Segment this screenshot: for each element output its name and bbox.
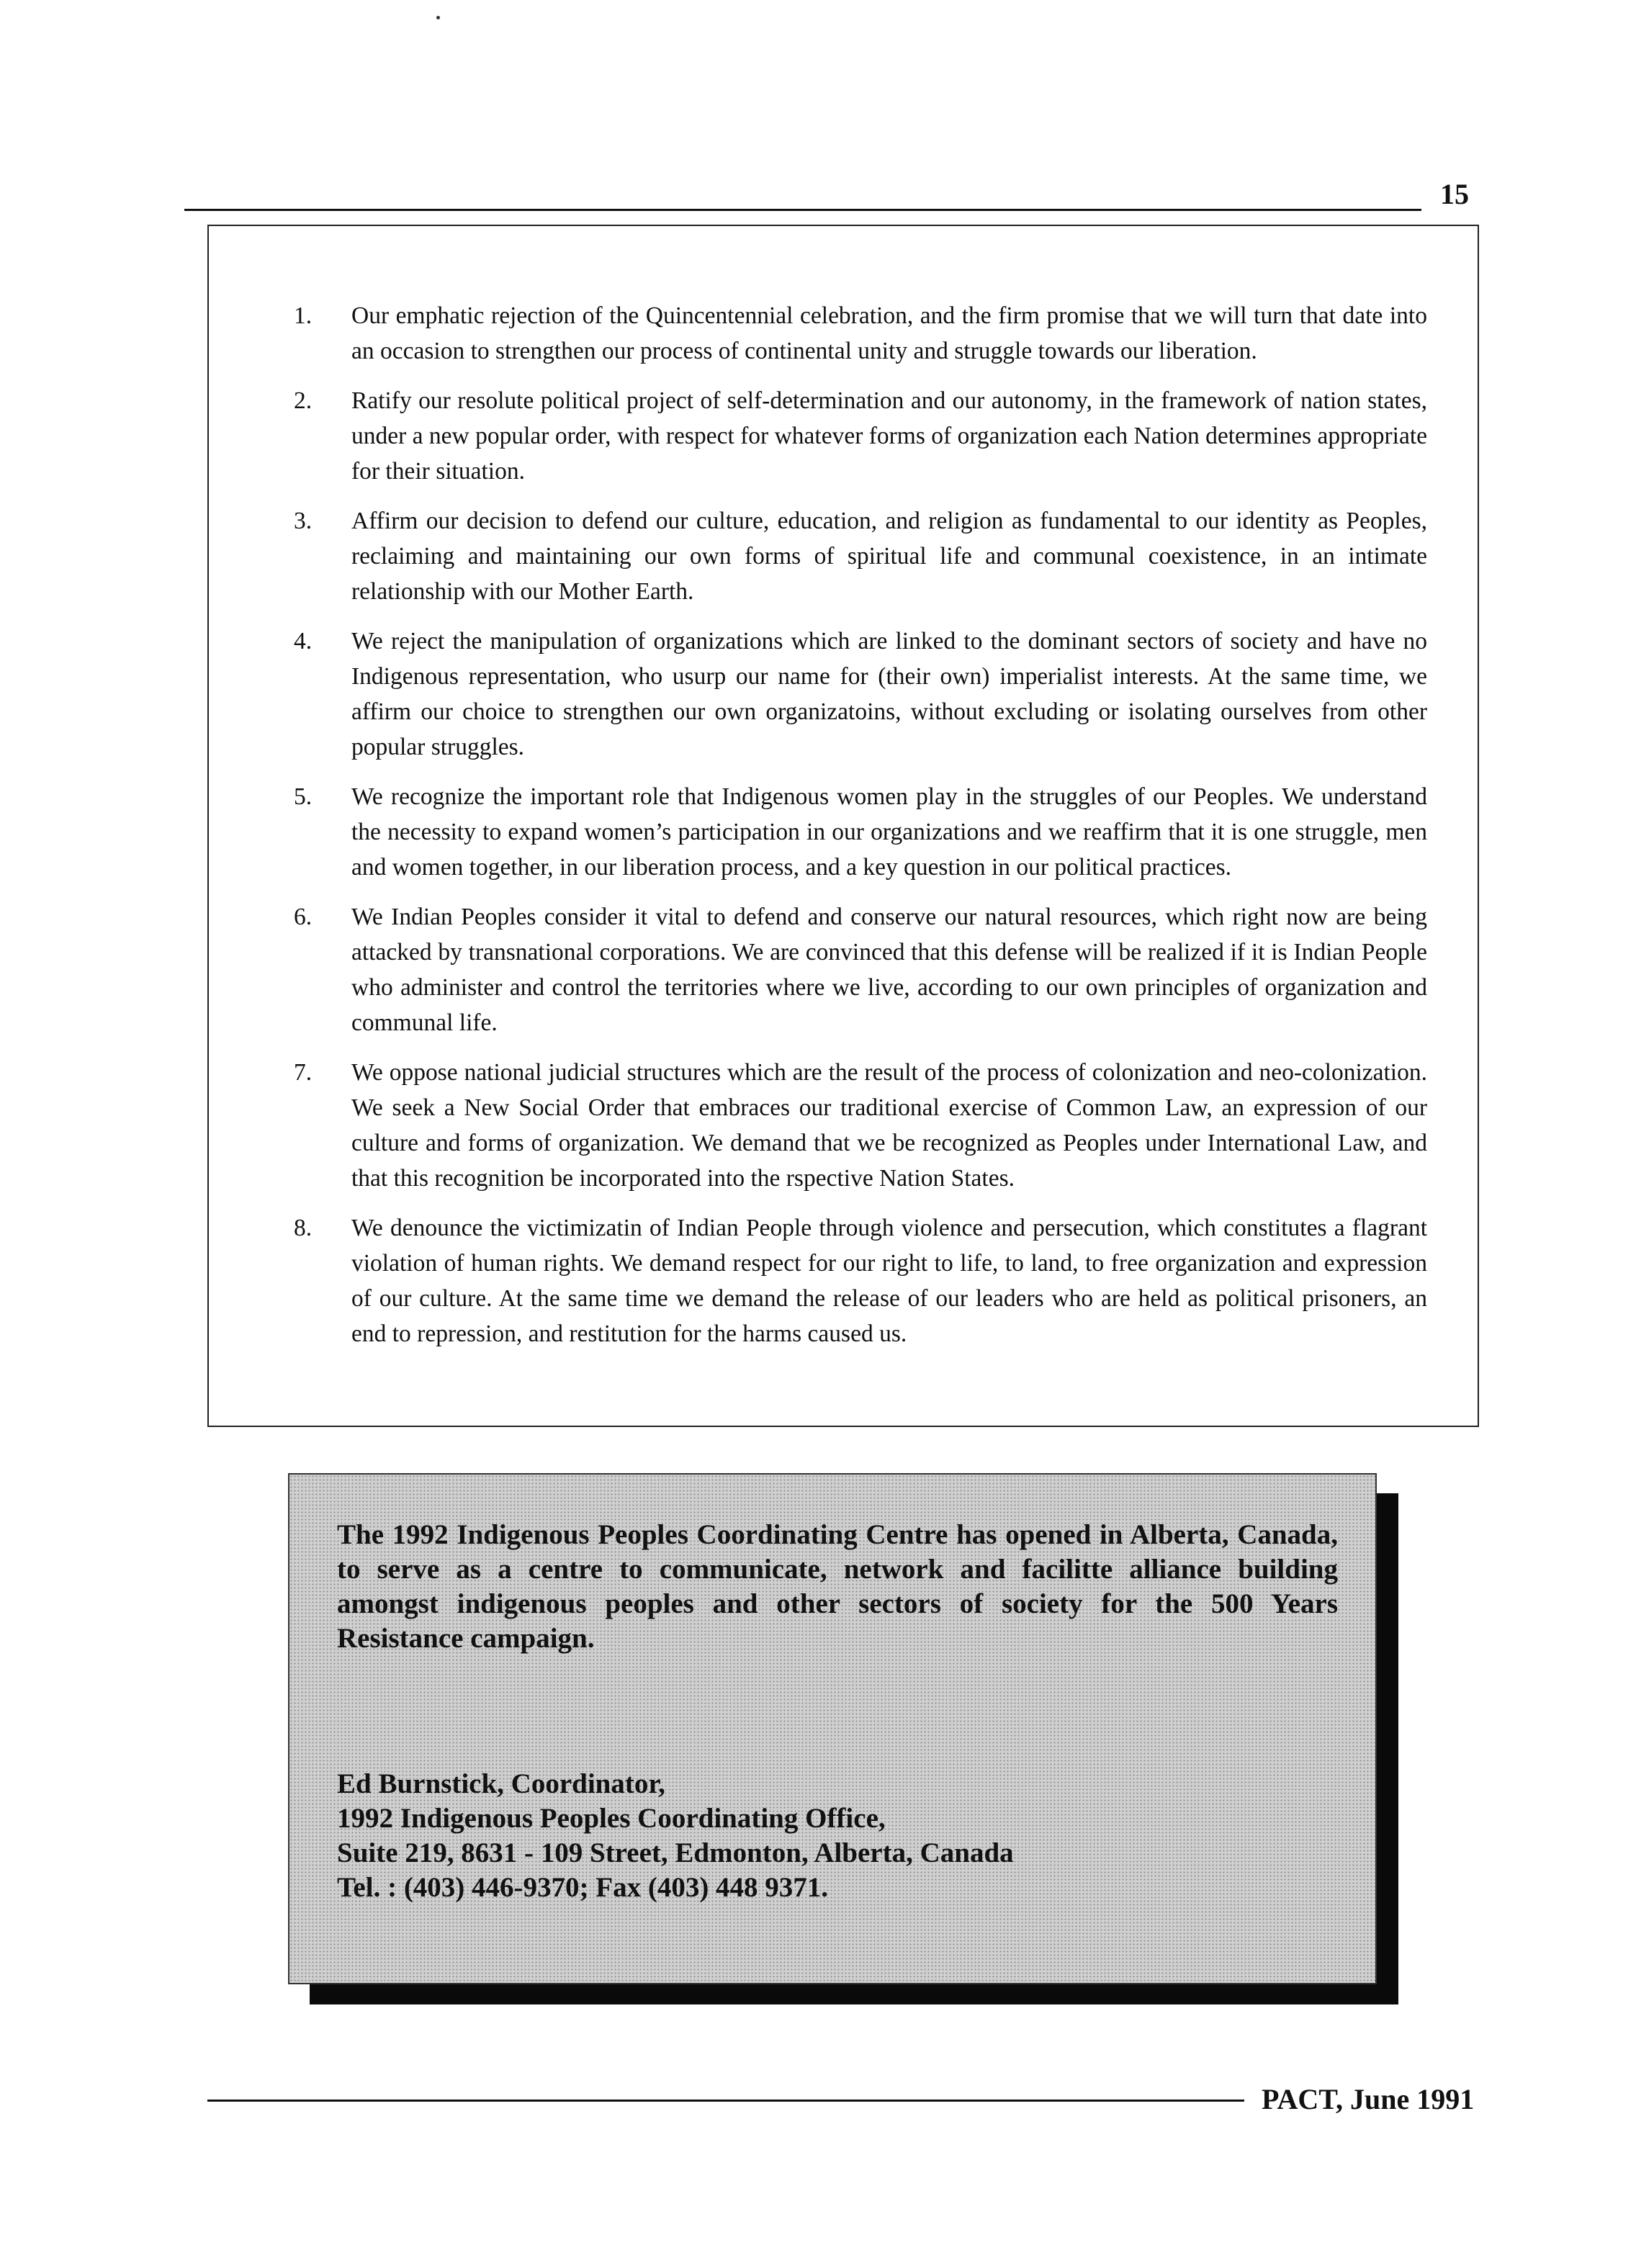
notice-announcement: The 1992 Indigenous Peoples Coordinating Centre has opened in Alberta, Canada, to serve as a centre to communicate, network and facilitte alliance building amongst indigenous peoples and other sectors of society for the 500 Years Resistance campaign. xyxy=(337,1519,1338,1654)
stray-mark xyxy=(436,16,440,19)
resolution-number: 2. xyxy=(294,387,313,414)
resolutions-box xyxy=(207,225,1479,1427)
resolution-item xyxy=(209,1055,1478,1196)
contact-phone: Tel. : (403) 446-9370; Fax (403) 448 9371. xyxy=(337,1872,829,1903)
resolution-text: Ratify our resolute political project of self-determination and our autonomy, in the framework of nation states, under a new popular order, with respect for whatever forms of organization each Nation determines appropriate for their situation. xyxy=(351,387,1427,485)
resolution-number: 8. xyxy=(294,1215,313,1241)
contact-block xyxy=(337,1767,1273,1905)
resolution-item xyxy=(209,383,1478,489)
resolution-text: We denounce the victimizatin of Indian People through violence and persecution, which constitutes a flagrant violation of human rights. We demand respect for our right to life, to land, to free organization and expression of our culture. At the same time we demand the release of our leaders who are held as political prisoners, an end to repression, and restitution for the harms caused us. xyxy=(351,1215,1427,1347)
resolution-number: 6. xyxy=(294,904,313,930)
resolution-item xyxy=(209,298,1478,369)
resolution-number: 7. xyxy=(294,1059,313,1086)
resolution-text: We reject the manipulation of organizations which are linked to the dominant sectors of society and have no Indigenous representation, who usurp our name for (their own) imperialist interests. At the same time, we affirm our choice to strengthen our own organizatoins, without excluding or isolating ourselves from other popular struggles. xyxy=(351,628,1427,760)
contact-name: Ed Burnstick, Coordinator, xyxy=(337,1768,665,1799)
resolution-number: 4. xyxy=(294,628,313,654)
resolutions-list xyxy=(209,298,1478,1366)
resolution-number: 5. xyxy=(294,783,313,810)
contact-office: 1992 Indigenous Peoples Coordinating Office, xyxy=(337,1803,886,1834)
resolution-item xyxy=(209,503,1478,609)
resolution-text: We oppose national judicial structures which are the result of the process of colonization and neo-colonization. We seek a New Social Order that embraces our traditional exercise of Common Law, an expression of our culture and forms of organization. We demand that we be recognized as Peoples under International Law, and that this recognition be incorporated into the rspective Nation States. xyxy=(351,1059,1427,1192)
publication-footer: PACT, June 1991 xyxy=(1262,2083,1475,2115)
resolution-item xyxy=(209,1210,1478,1351)
header-rule xyxy=(184,209,1421,211)
resolution-text: We recognize the important role that Indigenous women play in the struggles of our Peoples. We understand the necessity to expand women’s participation in our organizations and we reaffirm that it is one struggle, men and women together, in our liberation process, and a key question in our political practices. xyxy=(351,783,1427,881)
resolution-text: Our emphatic rejection of the Quincentennial celebration, and the firm promise that we will turn that date into an occasion to strengthen our process of continental unity and struggle towards our liberation. xyxy=(351,302,1427,364)
contact-address: Suite 219, 8631 - 109 Street, Edmonton, Alberta, Canada xyxy=(337,1837,1014,1868)
resolution-number: 3. xyxy=(294,508,313,534)
resolution-text: Affirm our decision to defend our culture, education, and religion as fundamental to our identity as Peoples, reclaiming and maintaining our own forms of spiritual life and communal coexistence, in an intimate relationship with our Mother Earth. xyxy=(351,508,1427,605)
footer-rule xyxy=(207,2100,1244,2102)
resolution-number: 1. xyxy=(294,302,313,329)
page-number: 15 xyxy=(1440,178,1469,210)
resolution-item xyxy=(209,779,1478,885)
resolution-item xyxy=(209,899,1478,1040)
resolution-item xyxy=(209,624,1478,765)
resolution-text: We Indian Peoples consider it vital to defend and conserve our natural resources, which right now are being attacked by transnational corporations. We are convinced that this defense will be realized if it is Indian People who administer and control the territories where we live, according to our own principles of organization and communal life. xyxy=(351,904,1427,1036)
notice-box xyxy=(288,1473,1377,1984)
